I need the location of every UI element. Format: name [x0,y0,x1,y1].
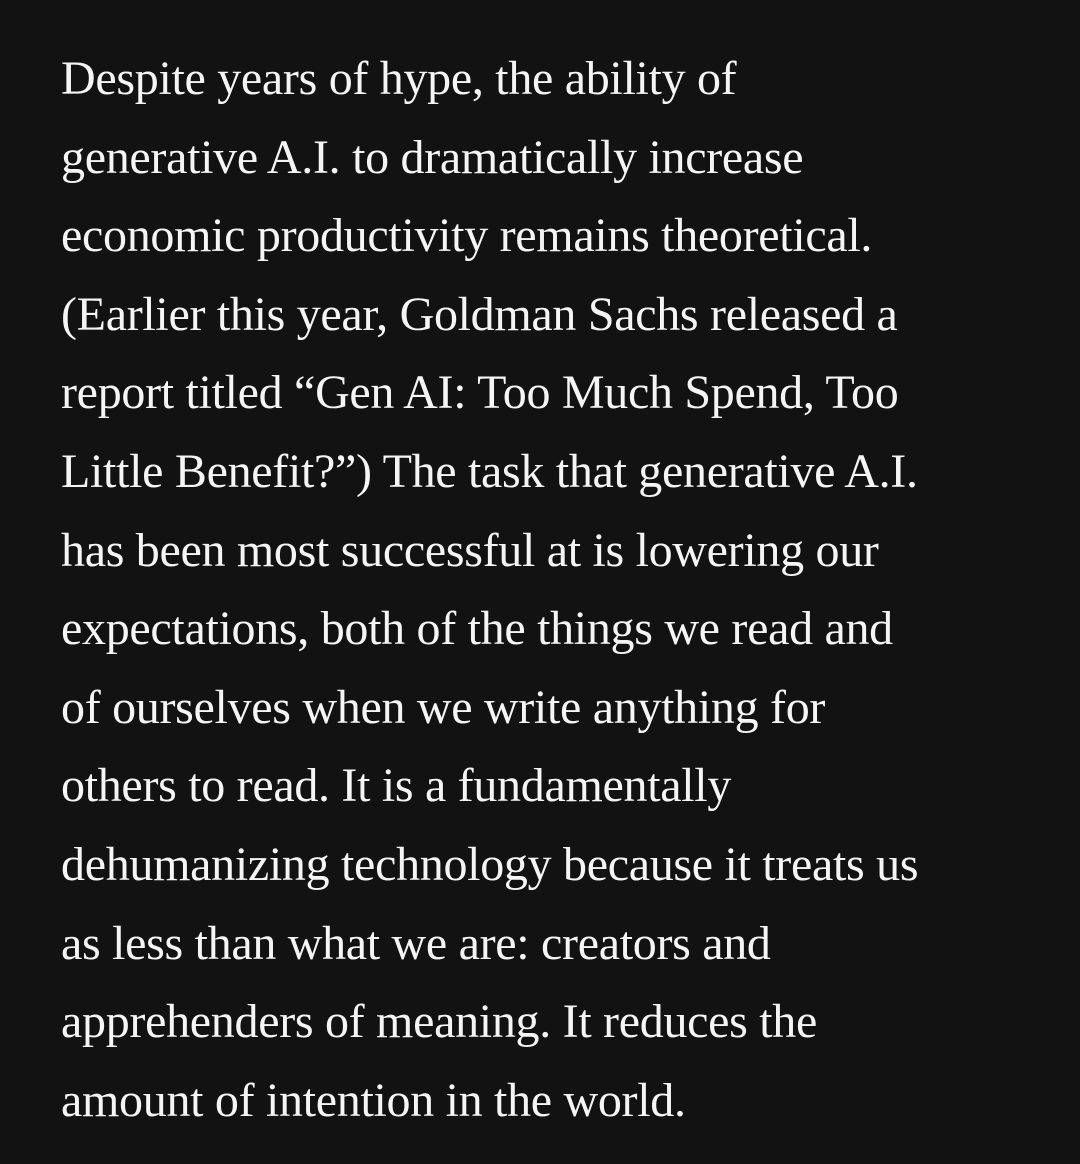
paragraph-line: economic productivity remains theoretical. [61,209,873,263]
paragraph-line: apprehenders of meaning. It reduces the [61,995,817,1049]
paragraph-line: dehumanizing technology because it treats us [61,837,919,891]
paragraph-line: amount of intention in the world. [61,1073,686,1127]
paragraph-line: Despite years of hype, the ability of [61,52,737,105]
paragraph-line: (Earlier this year, Goldman Sachs released a [61,287,898,341]
paragraph-line: as less than what we are: creators and [61,916,771,970]
paragraph-line: generative A.I. to dramatically increase [61,130,804,184]
article-paragraph [61,40,1041,1140]
paragraph-line: expectations, both of the things we read and [61,602,893,656]
paragraph-line: others to read. It is a fundamentally [61,759,732,813]
paragraph-line: Little Benefit?”) The task that generative A.I. [61,444,918,498]
paragraph-line: report titled “Gen AI: Too Much Spend, Too [61,366,899,420]
paragraph-line: of ourselves when we write anything for [61,680,826,734]
paragraph-line: has been most successful at is lowering our [61,523,879,577]
